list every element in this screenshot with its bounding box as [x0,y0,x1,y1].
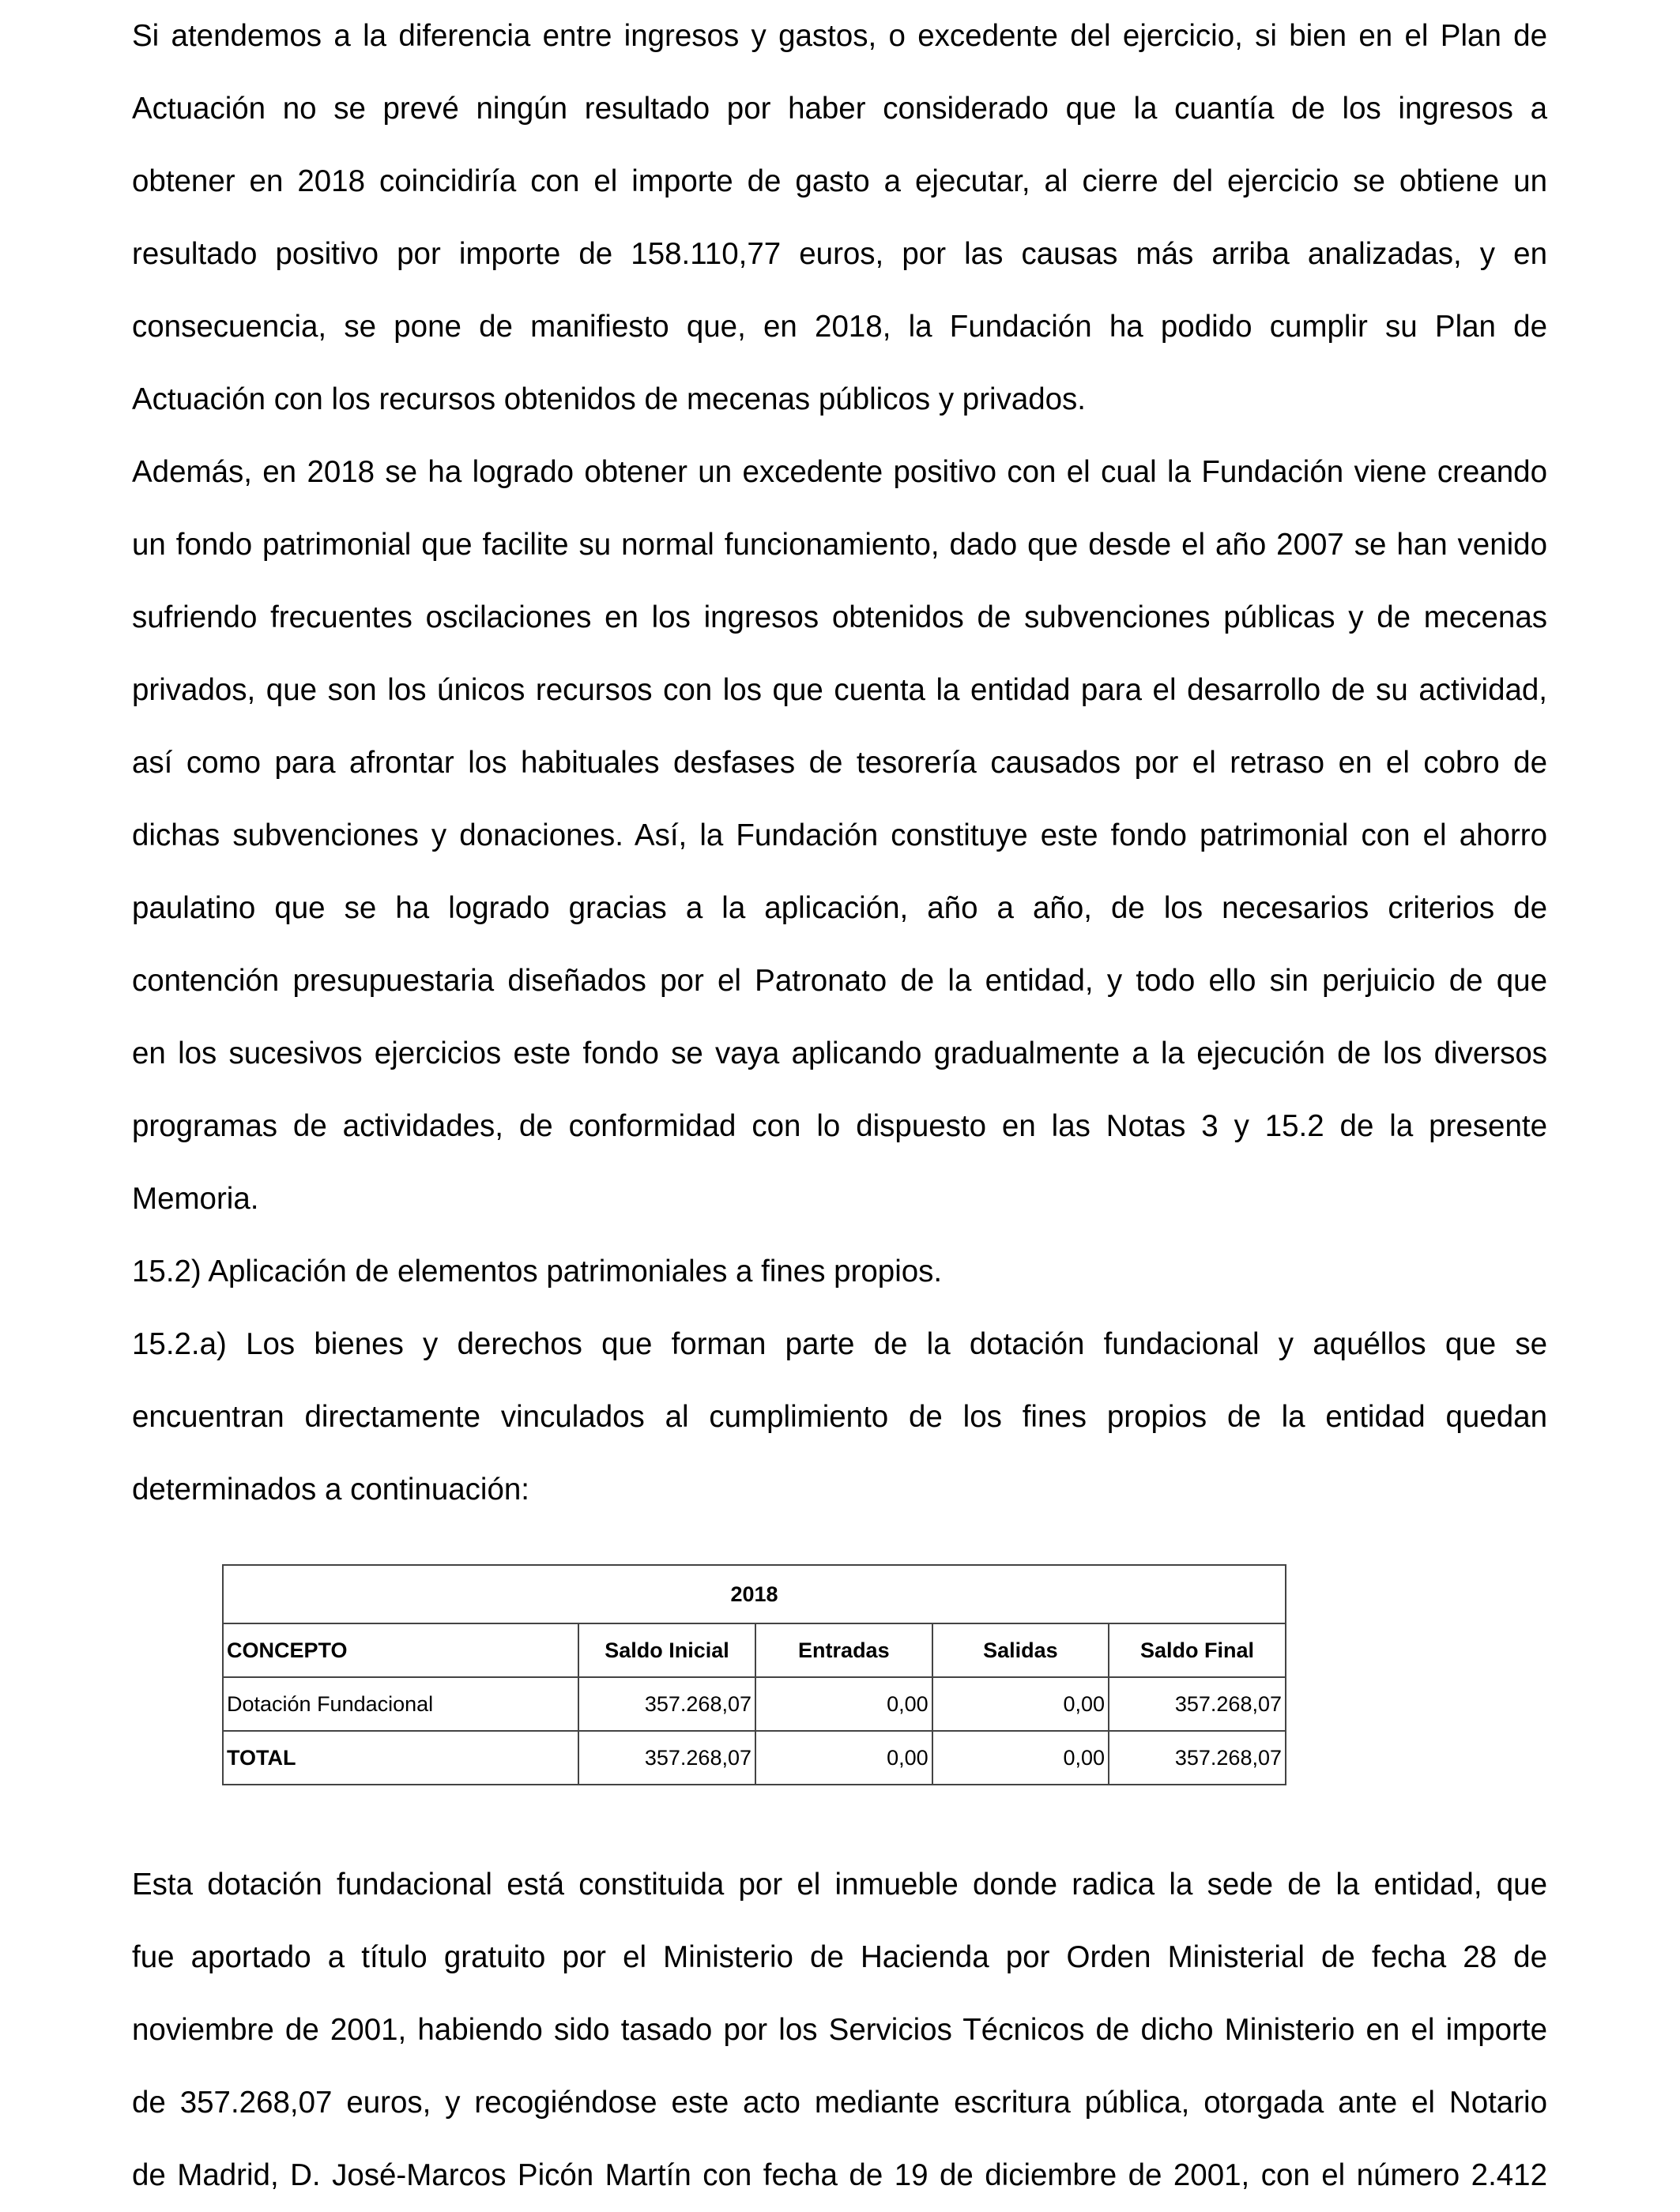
text-line: 15.2.a) Los bienes y derechos que forman parte de la dotación fundacional y aquéllos que se [132,1327,1547,1361]
table-header-row [223,1623,1286,1677]
text-line: Memoria. [132,1182,259,1216]
cell-saldo-final: 357.268,07 [1109,1731,1286,1785]
text-line: privados, que son los únicos recursos con los que cuenta la entidad para el desarrollo de su actividad, [132,673,1547,707]
text-line: encuentran directamente vinculados al cumplimiento de los fines propios de la entidad quedan [132,1400,1547,1434]
text-line: obtener en 2018 coincidiría con el importe de gasto a ejecutar, al cierre del ejercicio se obtiene un [132,164,1547,198]
text-line: Actuación no se prevé ningún resultado por haber considerado que la cuantía de los ingresos a [132,92,1547,126]
text-line: fue aportado a título gratuito por el Ministerio de Hacienda por Orden Ministerial de fecha 28 de [132,1940,1547,1974]
cell-concepto: TOTAL [223,1731,578,1785]
header-salidas: Salidas [932,1623,1109,1677]
text-line: Esta dotación fundacional está constituida por el inmueble donde radica la sede de la entidad, que [132,1868,1547,1902]
text-line: resultado positivo por importe de 158.110,77 euros, por las causas más arriba analizadas, y en [132,237,1547,271]
cell-saldo-inicial: 357.268,07 [578,1677,755,1731]
header-concepto: CONCEPTO [223,1623,578,1677]
text-line: en los sucesivos ejercicios este fondo se vaya aplicando gradualmente a la ejecución de los diversos [132,1036,1547,1070]
header-saldo-inicial: Saldo Inicial [578,1623,755,1677]
cell-saldo-final: 357.268,07 [1109,1677,1286,1731]
text-line: sufriendo frecuentes oscilaciones en los ingresos obtenidos de subvenciones públicas y de mecenas [132,600,1547,634]
header-saldo-final: Saldo Final [1109,1623,1286,1677]
text-line: así como para afrontar los habituales desfases de tesorería causados por el retraso en el cobro de [132,746,1547,780]
dotacion-table [222,1564,1286,1785]
text-line: programas de actividades, de conformidad con lo dispuesto en las Notas 3 y 15.2 de la presente [132,1109,1547,1143]
cell-salidas: 0,00 [932,1677,1109,1731]
cell-entradas: 0,00 [755,1731,932,1785]
cell-entradas: 0,00 [755,1677,932,1731]
paragraph-15-2-a [132,1308,1547,1526]
text-line: Si atendemos a la diferencia entre ingresos y gastos, o excedente del ejercicio, si bien en el Plan de [132,19,1547,53]
text-line: contención presupuestaria diseñados por el Patronato de la entidad, y todo ello sin perjuicio de que [132,964,1547,998]
table-year: 2018 [223,1565,1286,1623]
text-line: noviembre de 2001, habiendo sido tasado por los Servicios Técnicos de dicho Ministerio en el importe [132,2013,1547,2047]
cell-salidas: 0,00 [932,1731,1109,1785]
header-entradas: Entradas [755,1623,932,1677]
text-line: un fondo patrimonial que facilite su normal funcionamiento, dado que desde el año 2007 se han venido [132,528,1547,562]
cell-saldo-inicial: 357.268,07 [578,1731,755,1785]
cell-concepto: Dotación Fundacional [223,1677,578,1731]
text-line: de 357.268,07 euros, y recogiéndose este acto mediante escritura pública, otorgada ante el Notario [132,2086,1547,2120]
paragraph-dotacion-inmueble [132,1849,1547,2212]
table-row-total [223,1731,1286,1785]
paragraph-excedente [132,0,1547,436]
text-line: consecuencia, se pone de manifiesto que, en 2018, la Fundación ha podido cumplir su Plan de [132,310,1547,344]
table-year-row [223,1565,1286,1623]
table-row [223,1677,1286,1731]
text-line: Actuación con los recursos obtenidos de mecenas públicos y privados. [132,382,1086,416]
section-heading-15-2: 15.2) Aplicación de elementos patrimoniales a fines propios. [132,1255,943,1288]
text-line: dichas subvenciones y donaciones. Así, la Fundación constituye este fondo patrimonial con el ahorro [132,818,1547,852]
text-line: paulatino que se ha logrado gracias a la aplicación, año a año, de los necesarios criterios de [132,891,1547,925]
text-line: de Madrid, D. José-Marcos Picón Martín con fecha de 19 de diciembre de 2001, con el número 2.412 [132,2158,1547,2192]
paragraph-fondo-patrimonial [132,436,1547,1236]
text-line: Además, en 2018 se ha logrado obtener un excedente positivo con el cual la Fundación viene creando [132,455,1547,489]
text-line: determinados a continuación: [132,1473,529,1507]
